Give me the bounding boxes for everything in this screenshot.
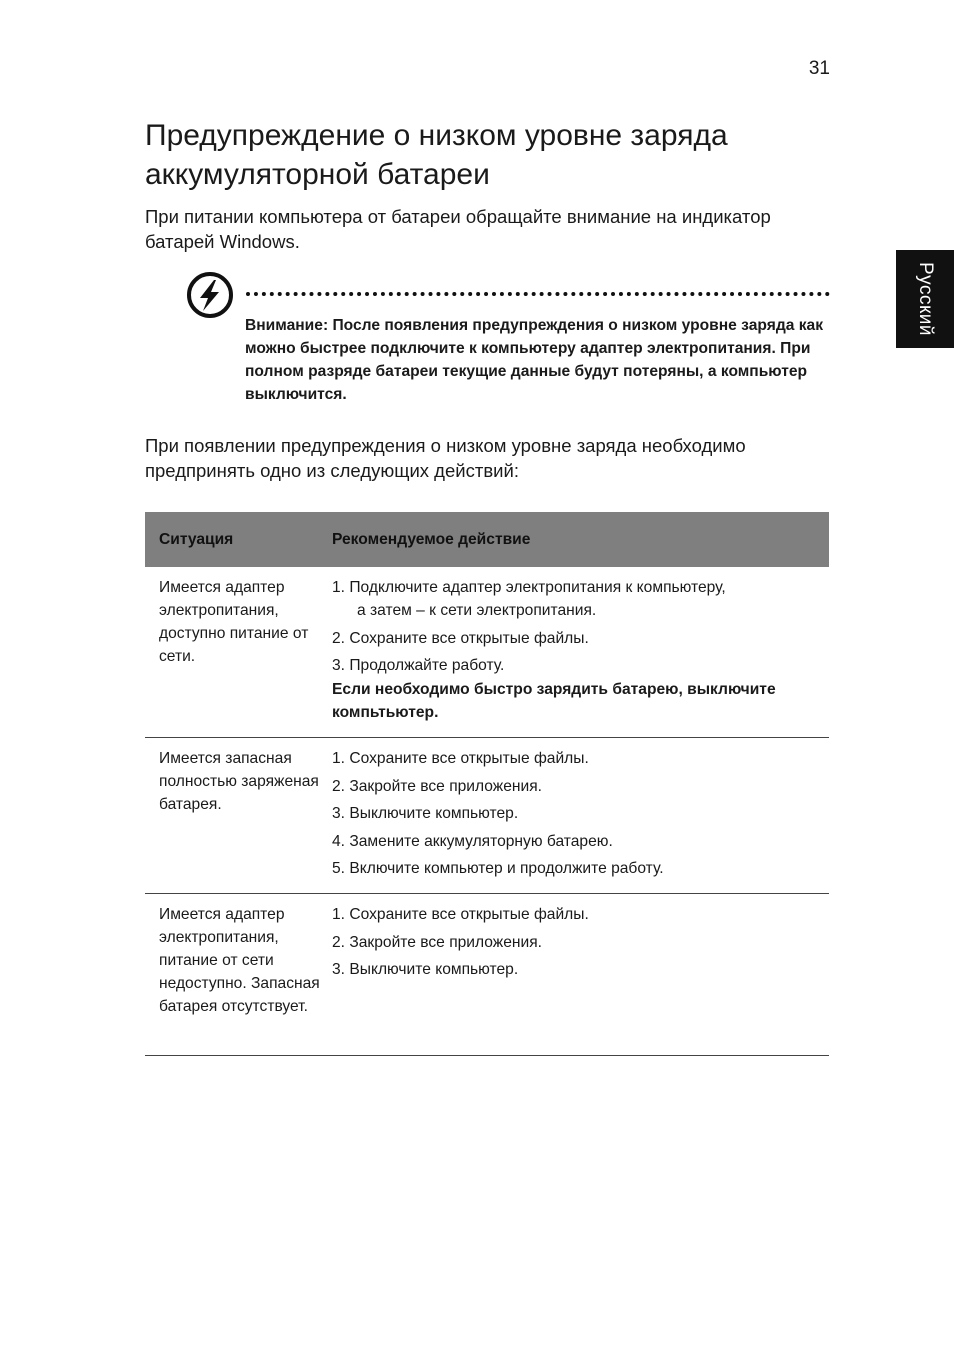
step-item: 2. Сохраните все открытые файлы. (332, 629, 589, 647)
warning-text: Внимание: После появления предупреждения о низком уровне заряда как можно быстрее подключите к компьютеру адаптер электропитания. При полном разряде батареи текущие данные будут потеряны, а компьютер выключится. (245, 317, 824, 403)
page-number: 31 (808, 58, 830, 79)
language-tab-label: Русский (915, 262, 936, 336)
table-row (145, 738, 829, 894)
intro-paragraph: При питании компьютера от батареи обращайте внимание на индикатор батарей Windows. (145, 206, 771, 252)
step-item: 5. Включите компьютер и продолжите работу. (332, 860, 664, 877)
header-situation: Ситуация (145, 512, 332, 567)
step-item: 4. Замените аккумуляторную батарею. (332, 832, 613, 850)
step-item: 3. Выключите компьютер. (332, 805, 519, 822)
step-item: 3. Выключите компьютер. (332, 961, 519, 978)
action-cell (332, 738, 829, 894)
action-cell (332, 567, 829, 738)
table-row (145, 567, 829, 738)
warning-divider (246, 292, 830, 296)
step-text: 1. Подключите адаптер электропитания к компьютеру, (332, 579, 726, 596)
lightning-bolt-icon (186, 271, 234, 319)
page-title: Предупреждение о низком уровне заряда аккумуляторной батареи (145, 119, 728, 191)
action-table (145, 512, 829, 1056)
language-tab (896, 250, 954, 348)
table-header-row (145, 512, 829, 567)
situation-cell: Имеется адаптер электропитания, доступно питание от сети. (145, 567, 332, 738)
step-item: 1. Сохраните все открытые файлы. (332, 750, 589, 767)
situation-cell: Имеется адаптер электропитания, питание от сети недоступно. Запасная батарея отсутствует. (145, 894, 332, 1056)
step-item: 1. Сохраните все открытые файлы. (332, 906, 589, 923)
header-action: Рекомендуемое действие (332, 512, 829, 567)
step-text-continued: а затем – к сети электропитания. (357, 602, 597, 619)
step-item (332, 576, 819, 622)
action-note: Если необходимо быстро зарядить батарею, выключите компьтьютер. (332, 680, 776, 721)
table-row (145, 894, 829, 1056)
instructions-paragraph: При появлении предупреждения о низком уровне заряда необходимо предпринять одно из следующих действий: (145, 435, 746, 481)
situation-cell: Имеется запасная полностью заряженая батарея. (145, 738, 332, 894)
step-item: 2. Закройте все приложения. (332, 933, 542, 951)
step-item: 2. Закройте все приложения. (332, 777, 542, 795)
step-item: 3. Продолжайте работу. (332, 657, 505, 674)
action-cell (332, 894, 829, 1056)
